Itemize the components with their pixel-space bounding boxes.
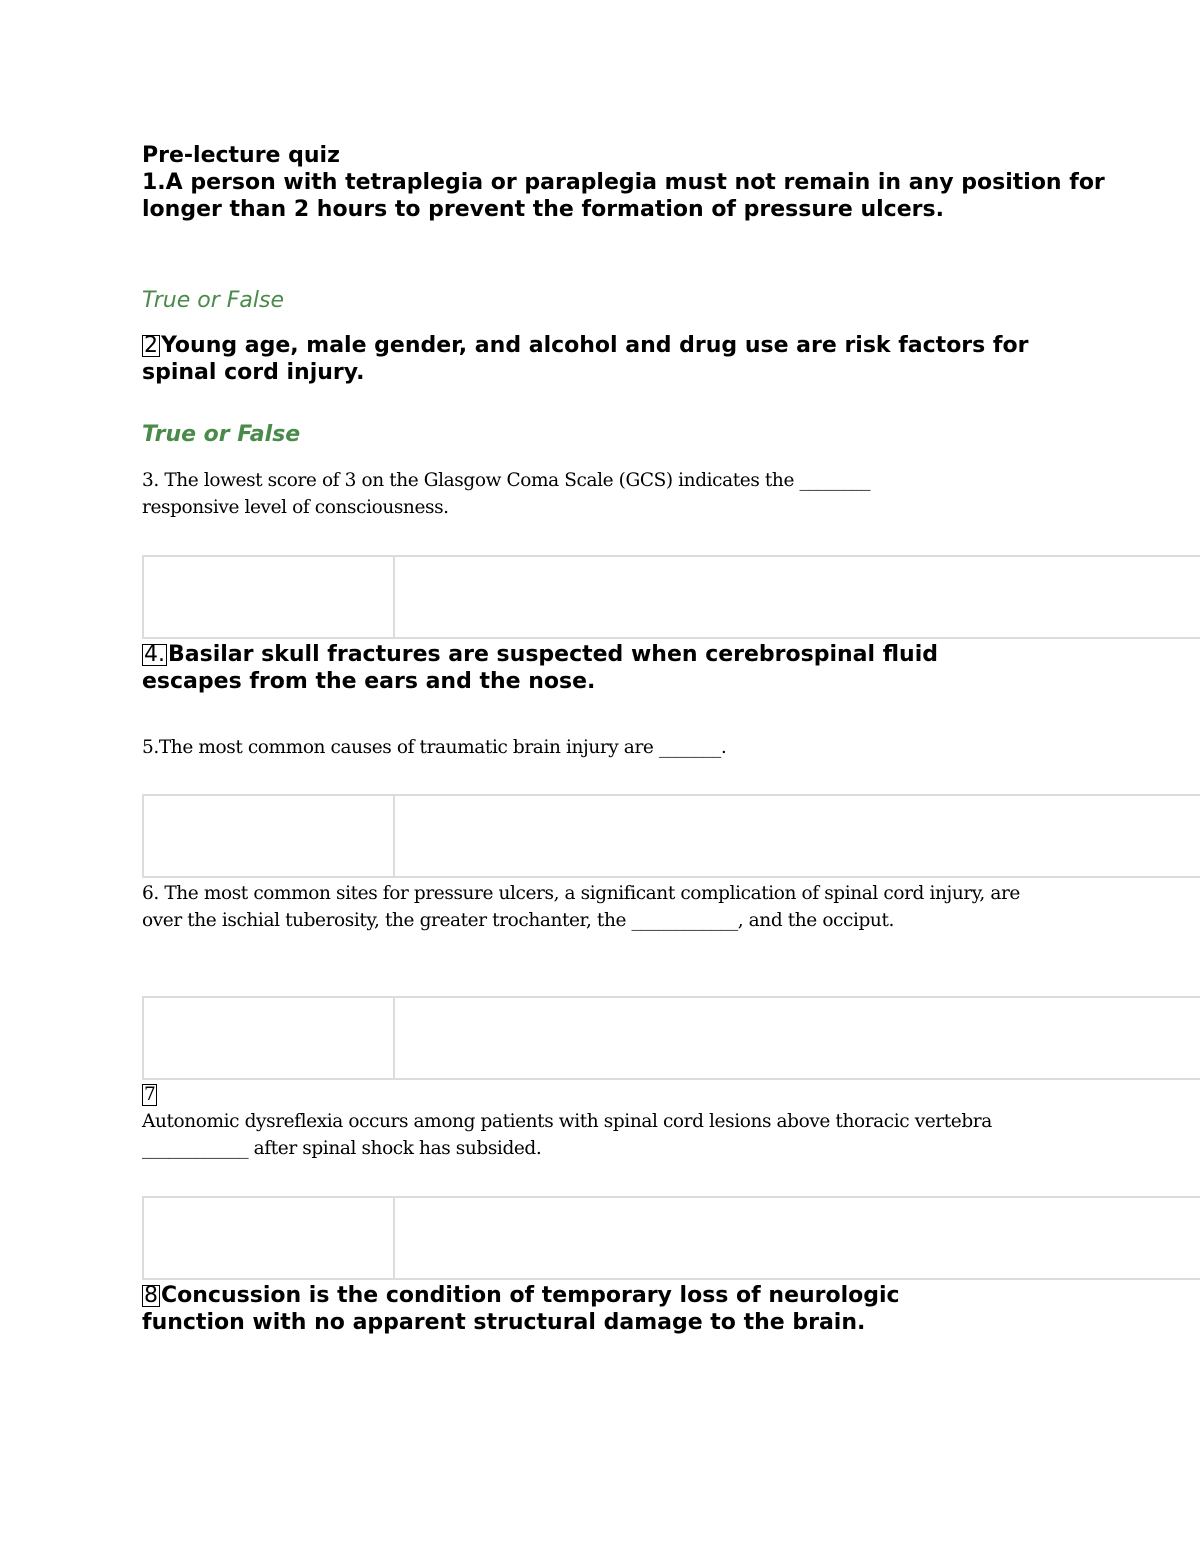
question-8 xyxy=(142,1282,1002,1336)
question-1-number: 1. xyxy=(142,170,166,195)
question-1-answer-hint: True or False xyxy=(142,288,284,313)
question-3-text: The lowest score of 3 on the Glasgow Coma Scale (GCS) indicates the ________ responsive level of consciousness. xyxy=(142,470,871,518)
answer-cell-label xyxy=(144,796,395,876)
question-7-text: Autonomic dysreflexia occurs among patients with spinal cord lesions above thoracic vertebra ____________ after spinal shock has subsided. xyxy=(142,1111,992,1159)
question-5 xyxy=(142,734,1042,761)
question-7 xyxy=(142,1081,1022,1162)
question-8-number: 8 xyxy=(144,1283,158,1308)
question-1 xyxy=(142,169,1142,223)
question-6-text: The most common sites for pressure ulcers, a significant complication of spinal cord injury, are over the ischial tuberosity, the greater trochanter, the ____________, and the occiput. xyxy=(142,883,1020,931)
question-4-text: Basilar skull fractures are suspected when cerebrospinal fluid escapes from the ears and the nose. xyxy=(142,642,938,694)
answer-cell-label xyxy=(144,998,395,1078)
answer-cell-label xyxy=(144,1198,395,1278)
answer-table-5 xyxy=(142,794,1200,878)
question-4-number: 4. xyxy=(144,642,165,667)
question-2-answer-hint: True or False xyxy=(142,422,301,447)
question-7-number: 7 xyxy=(144,1084,156,1105)
quiz-header xyxy=(142,142,1142,223)
answer-cell-label xyxy=(144,557,395,637)
question-5-text: The most common causes of traumatic brain injury are _______. xyxy=(158,737,727,758)
question-2-text: Young age, male gender, and alcohol and drug use are risk factors for spinal cord injury. xyxy=(142,333,1029,385)
question-4 xyxy=(142,641,1022,695)
answer-table-6 xyxy=(142,996,1200,1080)
question-3-number: 3. xyxy=(142,470,159,491)
question-6 xyxy=(142,880,1022,934)
question-8-text: Concussion is the condition of temporary loss of neurologic function with no apparent structural damage to the brain. xyxy=(142,1283,900,1335)
question-2-number: 2 xyxy=(144,333,158,358)
answer-table-7 xyxy=(142,1196,1200,1280)
page-title: Pre-lecture quiz xyxy=(142,143,340,168)
question-5-number: 5. xyxy=(142,737,159,758)
answer-cell-input[interactable] xyxy=(395,557,1200,637)
answer-cell-input[interactable] xyxy=(395,998,1200,1078)
answer-cell-input[interactable] xyxy=(395,796,1200,876)
question-3 xyxy=(142,467,962,521)
question-6-number: 6. xyxy=(142,883,159,904)
answer-cell-input[interactable] xyxy=(395,1198,1200,1278)
question-2 xyxy=(142,332,1072,386)
question-1-text: A person with tetraplegia or paraplegia must not remain in any position for longer than 2 hours to prevent the formation of pressure ulcers. xyxy=(142,170,1105,222)
answer-table-3 xyxy=(142,555,1200,639)
